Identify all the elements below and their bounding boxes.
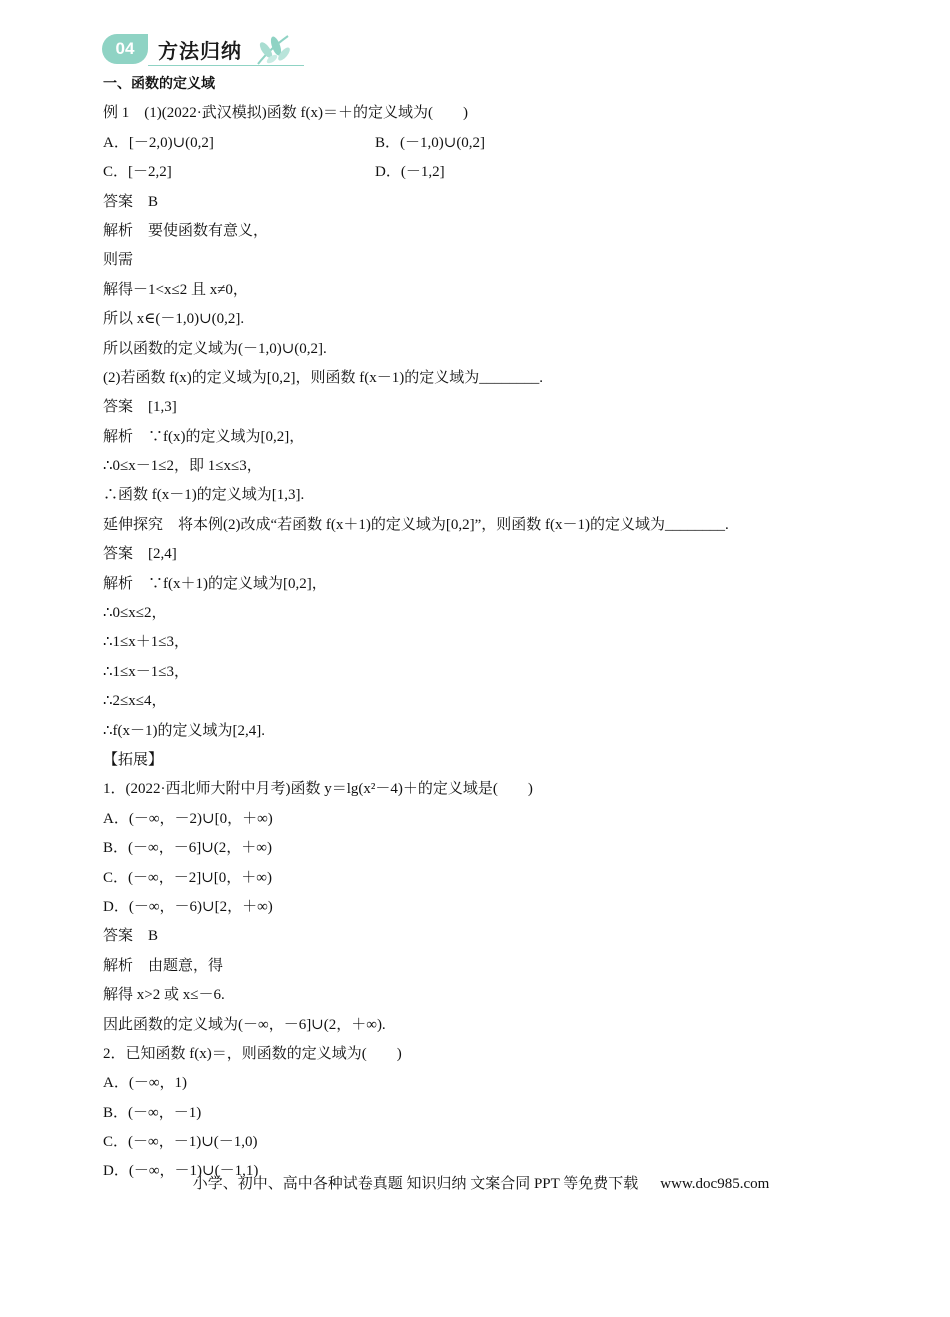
text-line (103, 687, 823, 716)
line-text: B．(－∞，－1) (103, 1104, 202, 1121)
text-line (103, 746, 823, 775)
text-line (103, 188, 823, 217)
text-line (103, 628, 823, 657)
text-line (103, 246, 823, 275)
text-line (103, 1128, 823, 1157)
line-text: A．(－∞，－2)∪[0，＋∞) (103, 810, 273, 827)
text-line (103, 570, 823, 599)
text-line (103, 834, 823, 863)
line-text: 答案 B (103, 928, 159, 945)
line-text: 答案 [1,3] (103, 399, 177, 416)
text-line (103, 335, 823, 364)
text-line (103, 1040, 823, 1069)
line-text: 所以 x∈(－1,0)∪(0,2]. (103, 311, 245, 328)
line-text: D．(－∞，－6)∪[2，＋∞) (103, 898, 273, 915)
line-text: 例 1 (1)(2022·武汉模拟)函数 f(x)＝＋的定义域为( ) (103, 105, 468, 122)
line-text: 解析 要使函数有意义， (103, 222, 269, 239)
text-line (103, 952, 823, 981)
option-right: D．(－1,2] (375, 164, 445, 181)
text-line (103, 70, 823, 99)
text-line (103, 481, 823, 510)
text-line (103, 217, 823, 246)
text-line (103, 129, 823, 158)
line-text: ∴f(x－1)的定义域为[2,4]. (103, 722, 266, 739)
footer-text: 小学、初中、高中各种试卷真题 知识归纳 文案合同 PPT 等免费下载 (192, 1176, 639, 1192)
line-text: 解得－1<x≤2 且 x≠0， (103, 281, 248, 298)
text-line (103, 1099, 823, 1128)
line-text: 解析 ∵f(x＋1)的定义域为[0,2]， (103, 575, 327, 592)
text-line (103, 805, 823, 834)
option-right: B．(－1,0)∪(0,2] (375, 134, 486, 151)
line-text: 延伸探究 将本例(2)改成“若函数 f(x＋1)的定义域为[0,2]”，则函数 f(x－1)的定义域为________. (103, 516, 729, 533)
footer-url: www.doc985.com (660, 1176, 770, 1192)
line-text: ∴1≤x＋1≤3， (103, 634, 190, 651)
line-text: 解得 x>2 或 x≤－6. (103, 987, 225, 1004)
text-line (103, 276, 823, 305)
section-header (102, 32, 307, 68)
text-line (103, 364, 823, 393)
line-text: ∴函数 f(x－1)的定义域为[1,3]. (103, 487, 305, 504)
text-line (103, 599, 823, 628)
text-line (103, 864, 823, 893)
line-text: C．(－∞，－2]∪[0，＋∞) (103, 869, 272, 886)
line-text: 所以函数的定义域为(－1,0)∪(0,2]. (103, 340, 327, 357)
text-line (103, 658, 823, 687)
page-footer (0, 1172, 950, 1196)
line-text: 解析 由题意，得 (103, 957, 224, 974)
text-line (103, 717, 823, 746)
line-text: C．(－∞，－1)∪(－1,0) (103, 1134, 258, 1151)
line-text: 答案 [2,4] (103, 546, 177, 563)
line-text: 则需 (103, 252, 134, 269)
text-line (103, 893, 823, 922)
line-text: 【拓展】 (103, 751, 164, 768)
text-line (103, 452, 823, 481)
line-text: 2．已知函数 f(x)＝，则函数的定义域为( ) (103, 1045, 402, 1062)
line-text: 解析 ∵f(x)的定义域为[0,2]， (103, 428, 305, 445)
section-title: 方法归纳 (158, 39, 242, 63)
line-text: ∴2≤x≤4， (103, 693, 167, 710)
line-text: 1．(2022·西北师大附中月考)函数 y＝lg(x²－4)＋的定义域是( ) (103, 781, 533, 798)
text-line (103, 540, 823, 569)
option-left: A．[－2,0)∪(0,2] (103, 134, 214, 151)
section-number-badge: 04 (102, 34, 148, 64)
text-line (103, 305, 823, 334)
text-line (103, 981, 823, 1010)
text-line (103, 158, 823, 187)
line-text: ∴1≤x－1≤3， (103, 663, 190, 680)
line-text: A．(－∞，1) (103, 1075, 188, 1092)
line-text: 答案 B (103, 193, 159, 210)
text-line (103, 423, 823, 452)
option-left: C．[－2,2] (103, 164, 172, 181)
text-line (103, 393, 823, 422)
text-line (103, 775, 823, 804)
line-text: (2)若函数 f(x)的定义域为[0,2]，则函数 f(x－1)的定义域为________. (103, 369, 543, 386)
line-text: ∴0≤x－1≤2，即 1≤x≤3， (103, 458, 262, 475)
line-text: B．(－∞，－6]∪(2，＋∞) (103, 840, 272, 857)
text-line (103, 99, 823, 128)
text-line (103, 922, 823, 951)
line-text: 因此函数的定义域为(－∞，－6]∪(2，＋∞). (103, 1016, 386, 1033)
text-line (103, 1069, 823, 1098)
line-text: 一、函数的定义域 (103, 76, 215, 92)
line-text: D．(－∞，－1)∪(－1,1) (103, 1163, 259, 1180)
text-line (103, 1011, 823, 1040)
line-text: ∴0≤x≤2， (103, 605, 167, 622)
leaf-icon (252, 32, 296, 68)
text-line (103, 511, 823, 540)
document-body (103, 70, 823, 1187)
